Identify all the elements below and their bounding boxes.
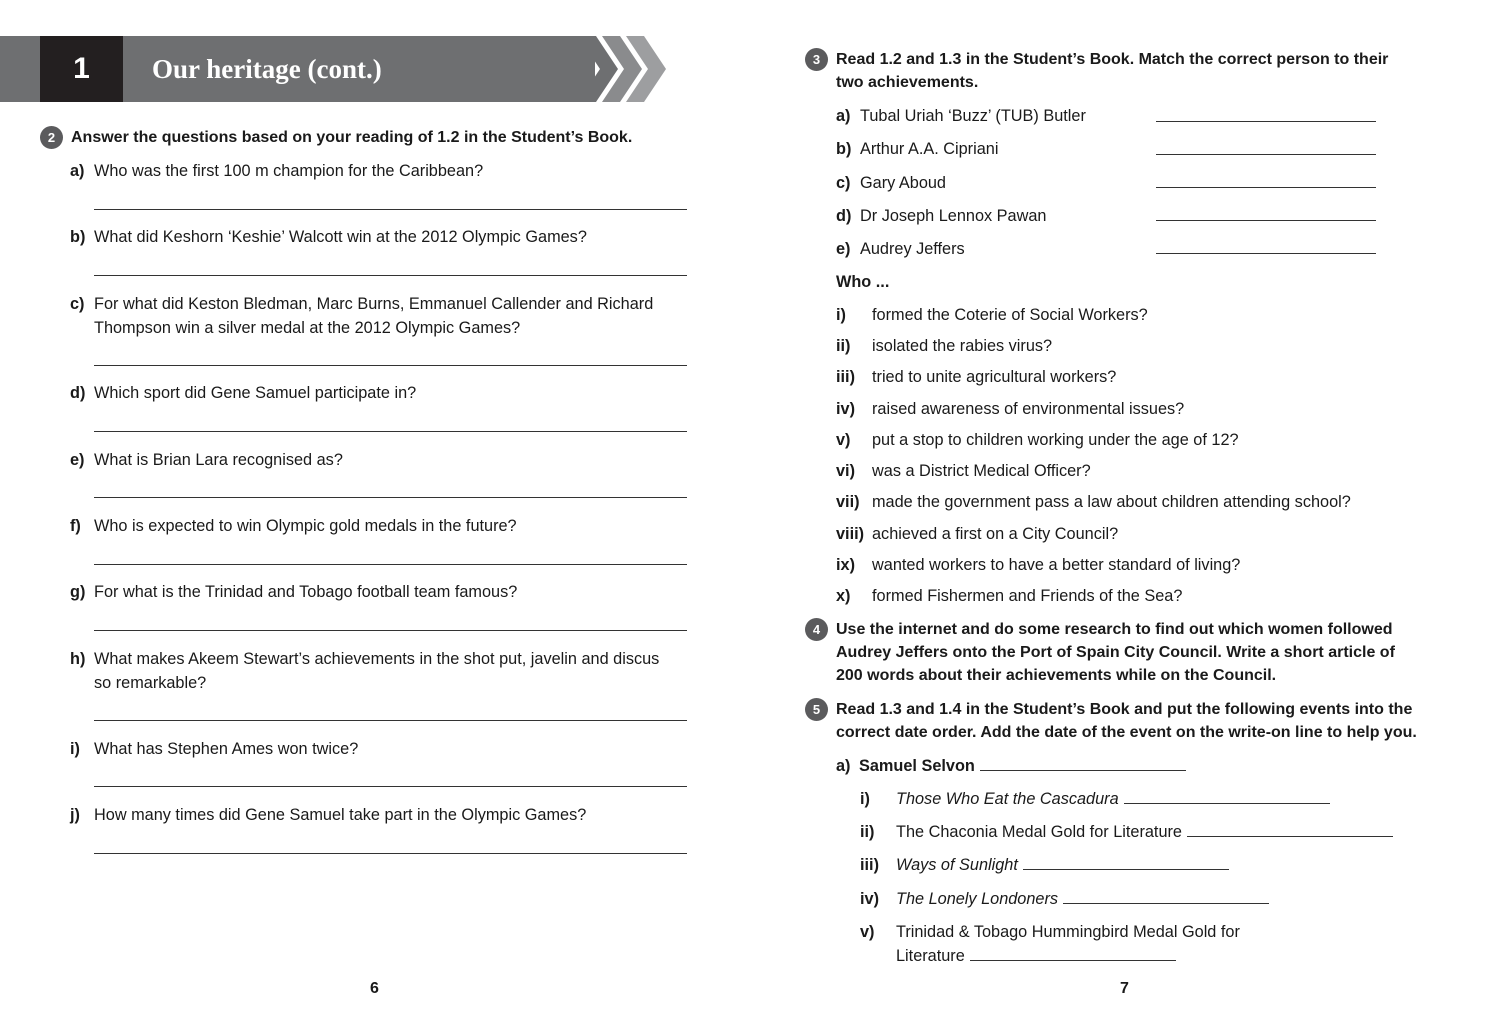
match-line-e[interactable] — [1156, 253, 1376, 254]
date-line-selvon[interactable] — [980, 769, 1186, 771]
answer-line-h[interactable] — [94, 720, 687, 721]
answer-line-i[interactable] — [94, 786, 687, 787]
question-4-line2: Audrey Jeffers onto the Port of Spain City Council. Write a short article of — [836, 644, 1395, 661]
question-3-instruction-line1: Read 1.2 and 1.3 in the Student’s Book. Match the correct person to their — [836, 51, 1389, 68]
question-3-number: 3 — [805, 48, 828, 71]
question-5-line1: Read 1.3 and 1.4 in the Student’s Book and put the following events into the — [836, 701, 1413, 718]
date-line-iii[interactable] — [1023, 868, 1229, 870]
question-2-instruction: Answer the questions based on your reading of 1.2 in the Student’s Book. — [71, 129, 633, 146]
answer-line-e[interactable] — [94, 497, 687, 498]
match-line-b[interactable] — [1156, 154, 1376, 155]
answer-line-b[interactable] — [94, 275, 687, 276]
page-number-left: 6 — [370, 980, 379, 997]
unit-title: Our heritage (cont.) — [152, 54, 382, 84]
chevron-arrows-icon — [578, 36, 668, 102]
question-4-number: 4 — [805, 618, 828, 641]
unit-number: 1 — [40, 36, 123, 102]
unit-banner — [0, 36, 595, 102]
left-page: 1 Our heritage (cont.) 2 Answer the questions based on your reading of 1.2 in the Student’s Book. a) Who was the first 100 m champion for the Caribbean? b) What did Keshorn ‘Keshie’ Walcott win at the 2012 Olympic Games? c) For what did Keston Bledman, Marc Burns, Emmanuel Callender and Richard Thompson win a silver medal at the 2012 Olympic Games? d) Which sport did Gene Samuel participate in? e) What is Brian Lara recognised as? f) Who is expected to win Olympic gold medals in the future? g) For what is the Trinidad and Tobago football team famous? h) What makes Akeem Stewart’s achievements in the shot put, javelin and discus so remarkable? i) What has Stephen Ames won twice? j) How many times did Gene Samuel take part in the Olympic Games? 6 — [0, 0, 750, 1035]
date-line-i[interactable] — [1124, 802, 1330, 804]
question-3-instruction-line2: two achievements. — [836, 74, 979, 91]
match-line-d[interactable] — [1156, 220, 1376, 221]
answer-line-a[interactable] — [94, 209, 687, 210]
match-line-a[interactable] — [1156, 121, 1376, 122]
date-line-v[interactable] — [970, 959, 1176, 961]
question-5-number: 5 — [805, 698, 828, 721]
answer-line-j[interactable] — [94, 853, 687, 854]
who-label: Who ... — [836, 273, 890, 291]
question-2-number: 2 — [40, 126, 63, 149]
right-page: 3 Read 1.2 and 1.3 in the Student’s Book. Match the correct person to their two achievements. a) Tubal Uriah ‘Buzz’ (TUB) Butler b) Arthur A.A. Cipriani c) Gary Aboud d) Dr Joseph Lennox Pawan e) Audrey Jeffers Who ... i) formed the Coterie of Social Workers? ii) isolated the rabies virus? iii) tried to unite agricultural workers? iv) raised awareness of environmental issues? v) put a stop to children working under the age of 12? vi) was a District Medical Officer? vii) made the government pass a law about children attending school? viii) achieved a first on a City Council? ix) wanted workers to have a better standard of living? x) formed Fishermen and Friends of the Sea? 4 Use the internet and do some research to find out which women followed Audrey Jeffers onto the Port of Spain City Council. Write a short article of 200 words about their achievements while on the Council. 5 Read 1.3 and 1.4 in the Student’s Book and put the following events into the correct date order. Add the date of the event on the write-on line to help you. a) Samuel Selvon i) Those Who Eat the Cascadura ii) The Chaconia Medal Gold for Literature iii) Ways of Sunlight iv) The Lonely Londoners v) Trinidad & Tobago Hummingbird Medal Gold for Literature 7 — [750, 0, 1500, 1035]
date-line-iv[interactable] — [1063, 902, 1269, 904]
question-5-line2: correct date order. Add the date of the event on the write-on line to help you. — [836, 724, 1417, 741]
match-line-c[interactable] — [1156, 187, 1376, 188]
q5-sub-a: a) Samuel Selvon — [836, 754, 1236, 778]
date-line-ii[interactable] — [1187, 835, 1393, 837]
answer-line-f[interactable] — [94, 564, 687, 565]
question-4-line3: 200 words about their achievements while on the Council. — [836, 667, 1277, 684]
answer-line-d[interactable] — [94, 431, 687, 432]
question-4-line1: Use the internet and do some research to find out which women followed — [836, 621, 1393, 638]
answer-line-g[interactable] — [94, 630, 687, 631]
page-number-right: 7 — [1120, 980, 1129, 997]
answer-line-c[interactable] — [94, 365, 687, 366]
